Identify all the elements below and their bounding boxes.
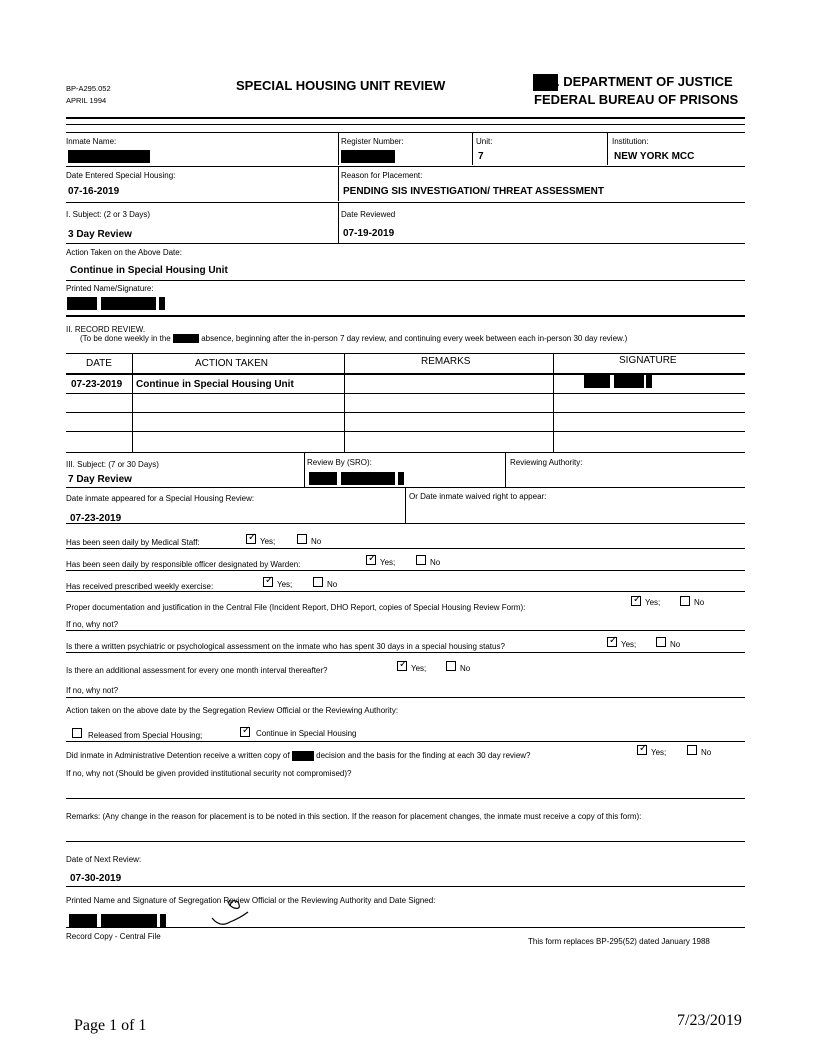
rule — [66, 570, 745, 571]
review-by-label: Review By (SRO): — [307, 458, 372, 467]
col-header-action: ACTION TAKEN — [195, 358, 268, 369]
table-rule — [66, 431, 745, 432]
action-label: Action taken on the above date by the Segregation Review Official or the Reviewing Authority: — [66, 706, 399, 715]
subject-3-value: 7 Day Review — [68, 474, 132, 485]
review-by-redaction-2 — [341, 472, 395, 485]
rule — [66, 202, 745, 203]
record-review-instructions-b: absence, beginning after the in-person 7 day review, and continuing every week between each in-person 30 day review.) — [201, 334, 628, 343]
medical-no-label: No — [311, 537, 322, 546]
documentation-yes-checkbox[interactable] — [631, 596, 641, 606]
printed-name-label: Printed Name/Signature: — [66, 284, 154, 293]
unit-value: 7 — [478, 151, 484, 162]
review-by-redaction-3 — [398, 472, 404, 485]
row-date: 07-23-2019 — [71, 379, 123, 390]
date-reviewed-label: Date Reviewed — [341, 210, 396, 219]
reason-value: PENDING SIS INVESTIGATION/ THREAT ASSESSMENT — [343, 186, 604, 197]
medical-yes-label: Yes; — [260, 537, 276, 546]
record-copy: Record Copy - Central File — [66, 932, 161, 941]
institution-value: NEW YORK MCC — [614, 151, 695, 162]
rule — [66, 243, 745, 244]
top-rule-3 — [66, 132, 745, 133]
table-rule — [66, 393, 745, 394]
documentation-no-checkbox[interactable] — [680, 596, 690, 606]
rule — [66, 523, 745, 524]
rule — [66, 652, 745, 653]
q-admin-a: Did inmate in Administrative Detention receive a written copy of — [66, 751, 290, 761]
institution-label: Institution: — [612, 137, 649, 146]
continue-label: Continue in Special Housing — [256, 729, 357, 738]
rule — [66, 697, 745, 698]
rule — [66, 280, 745, 281]
inmate-name-redaction — [68, 150, 150, 163]
form-date: APRIL 1994 — [66, 96, 107, 105]
bureau-name: FEDERAL BUREAU OF PRISONS — [534, 92, 739, 107]
redaction — [292, 751, 314, 761]
sig-name-redaction-2 — [101, 914, 157, 927]
form-title: SPECIAL HOUSING UNIT REVIEW — [236, 78, 446, 93]
q-admin — [66, 751, 531, 761]
officer-no-checkbox[interactable] — [416, 555, 426, 565]
print-date: 7/23/2019 — [677, 1012, 742, 1029]
exercise-yes-label: Yes; — [277, 580, 293, 589]
reason-label: Reason for Placement: — [341, 171, 423, 180]
waived-label: Or Date inmate waived right to appear: — [409, 492, 547, 501]
continue-checkbox[interactable] — [240, 727, 250, 737]
if-no-why-2: If no, why not? — [66, 686, 119, 695]
if-no-why: If no, why not? — [66, 620, 119, 629]
psych-yes-checkbox[interactable] — [607, 637, 617, 647]
q-additional: Is there an additional assessment for every one month interval thereafter? — [66, 666, 328, 675]
rule — [66, 591, 745, 592]
printed-name-redaction-2 — [101, 297, 156, 310]
divider — [472, 133, 473, 165]
divider — [405, 488, 406, 523]
printed-sig-label: Printed Name and Signature of Segregation Review Official or the Reviewing Authority and Date Signed: — [66, 896, 436, 905]
appeared-value: 07-23-2019 — [70, 513, 122, 524]
date-entered-label: Date Entered Special Housing: — [66, 171, 176, 180]
divider — [338, 167, 339, 201]
admin-yes-checkbox[interactable] — [637, 745, 647, 755]
register-number-label: Register Number: — [341, 137, 404, 146]
redaction — [173, 334, 199, 343]
rule — [66, 927, 745, 928]
documentation-no-label: No — [694, 598, 705, 607]
signature-redaction-3 — [646, 375, 652, 388]
review-by-redaction — [309, 472, 337, 485]
additional-no-label: No — [460, 664, 471, 673]
admin-no-label: No — [701, 748, 712, 757]
action-taken-value: Continue in Special Housing Unit — [70, 265, 228, 276]
top-rule-2 — [66, 124, 745, 125]
subject-1-label: I. Subject: (2 or 3 Days) — [66, 210, 151, 219]
register-number-redaction — [341, 150, 395, 163]
table-rule — [66, 412, 745, 413]
documentation-yes-label: Yes; — [645, 598, 661, 607]
printed-name-redaction-3 — [159, 297, 165, 310]
handwritten-signature — [200, 894, 260, 930]
released-label: Released from Special Housing; — [88, 731, 203, 740]
remarks-label: Remarks: (Any change in the reason for placement is to be noted in this section. If the reason for placement changes, the inmate must receive a copy of this form): — [66, 812, 642, 821]
officer-yes-checkbox[interactable] — [366, 555, 376, 565]
rule — [66, 886, 745, 887]
divider — [607, 133, 608, 165]
table-col-divider — [132, 354, 133, 452]
rule — [66, 841, 745, 842]
department-name: . DEPARTMENT OF JUSTICE — [556, 74, 733, 89]
printed-name-redaction — [67, 297, 97, 310]
action-taken-label: Action Taken on the Above Date: — [66, 248, 182, 257]
additional-yes-checkbox[interactable] — [397, 661, 407, 671]
psych-no-label: No — [670, 640, 681, 649]
sig-name-redaction-3 — [160, 914, 166, 927]
divider — [304, 453, 305, 487]
admin-no-checkbox[interactable] — [687, 745, 697, 755]
record-review-heading: II. RECORD REVIEW. — [66, 325, 146, 334]
appeared-label: Date inmate appeared for a Special Housing Review: — [66, 494, 255, 503]
additional-no-checkbox[interactable] — [446, 661, 456, 671]
table-rule — [66, 353, 745, 354]
table-rule — [66, 452, 745, 453]
q-psych: Is there a written psychiatric or psychological assessment on the inmate who has spent 30 days in a special housing status? — [66, 642, 505, 651]
page-number: Page 1 of 1 — [74, 1017, 147, 1034]
col-header-signature: SIGNATURE — [619, 355, 677, 366]
redaction — [533, 74, 558, 91]
unit-label: Unit: — [476, 137, 493, 146]
q-documentation: Proper documentation and justification in the Central File (Incident Report, DHO Report, copies of Special Housing Review Form): — [66, 603, 526, 612]
next-review-value: 07-30-2019 — [70, 873, 122, 884]
signature-redaction — [584, 375, 610, 388]
q-officer: Has been seen daily by responsible officer designated by Warden: — [66, 560, 301, 569]
psych-no-checkbox[interactable] — [656, 637, 666, 647]
rule — [66, 630, 745, 631]
divider — [338, 203, 339, 243]
form-replaces: This form replaces BP-295(52) dated January 1988 — [528, 937, 710, 946]
row-action: Continue in Special Housing Unit — [136, 379, 294, 390]
table-col-divider — [344, 354, 345, 452]
signature-redaction-2 — [614, 375, 644, 388]
next-review-label: Date of Next Review: — [66, 855, 142, 864]
released-checkbox[interactable] — [72, 728, 82, 738]
rule — [66, 798, 745, 799]
officer-yes-label: Yes; — [380, 558, 396, 567]
psych-yes-label: Yes; — [621, 640, 637, 649]
form-number: BP-A295.052 — [66, 84, 111, 93]
col-header-date: DATE — [86, 358, 112, 369]
exercise-yes-checkbox[interactable] — [263, 577, 273, 587]
top-rule — [66, 117, 745, 119]
date-entered-value: 07-16-2019 — [68, 186, 120, 197]
exercise-no-label: No — [327, 580, 338, 589]
inmate-name-label: Inmate Name: — [66, 137, 117, 146]
medical-yes-checkbox[interactable] — [246, 534, 256, 544]
q-exercise: Has received prescribed weekly exercise: — [66, 582, 214, 591]
rule — [66, 741, 745, 742]
sig-name-redaction — [69, 914, 97, 927]
rule — [66, 315, 745, 317]
subject-3-label: III. Subject: (7 or 30 Days) — [66, 460, 159, 469]
record-review-instructions — [80, 334, 627, 343]
exercise-no-checkbox[interactable] — [313, 577, 323, 587]
divider — [338, 133, 339, 165]
if-no-admin: If no, why not (Should be given provided institutional security not compromised)? — [66, 769, 352, 778]
q-medical: Has been seen daily by Medical Staff: — [66, 538, 200, 547]
officer-no-label: No — [430, 558, 441, 567]
subject-1-value: 3 Day Review — [68, 229, 132, 240]
additional-yes-label: Yes; — [411, 664, 427, 673]
reviewing-authority-label: Reviewing Authority: — [510, 458, 583, 467]
record-review-instructions-a: (To be done weekly in the — [80, 334, 171, 343]
rule — [66, 166, 745, 167]
admin-yes-label: Yes; — [651, 748, 667, 757]
col-header-remarks: REMARKS — [421, 356, 471, 367]
divider — [505, 453, 506, 487]
rule — [66, 548, 745, 549]
medical-no-checkbox[interactable] — [297, 534, 307, 544]
table-col-divider — [553, 354, 554, 452]
q-admin-b: decision and the basis for the finding at each 30 day review? — [316, 751, 531, 761]
date-reviewed-value: 07-19-2019 — [343, 228, 395, 239]
